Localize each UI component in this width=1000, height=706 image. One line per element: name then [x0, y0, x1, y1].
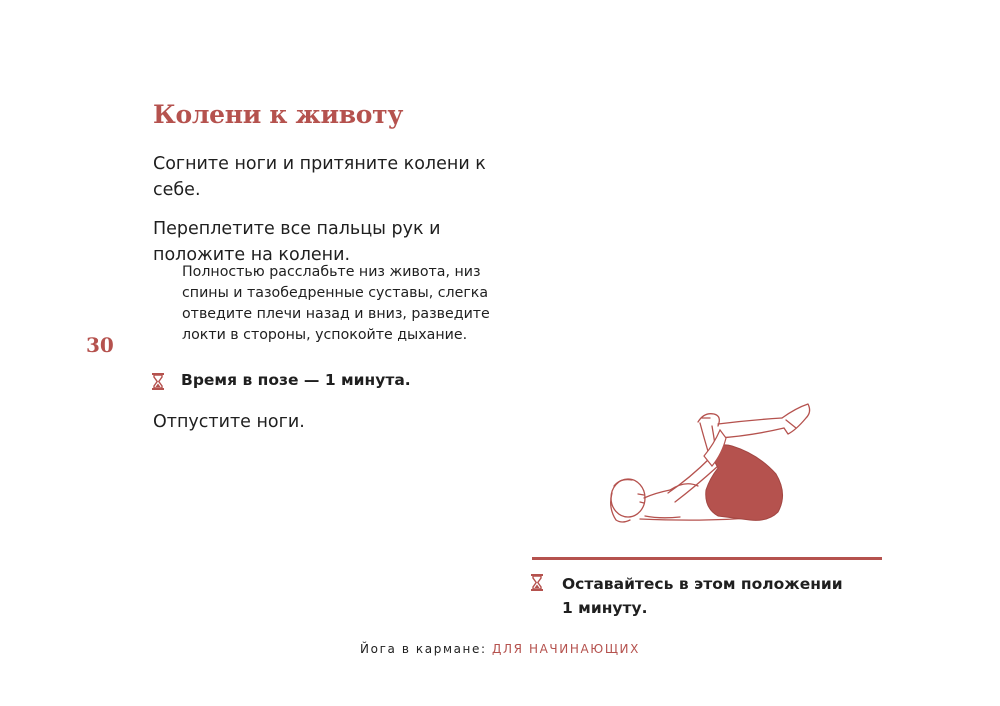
- page-title: Колени к животу: [153, 100, 404, 129]
- running-footer: [0, 642, 1000, 656]
- page-number: 30: [86, 333, 114, 357]
- callout-line-1: Оставайтесь в этом положении: [562, 575, 843, 593]
- instruction-3: Отпустите ноги.: [153, 412, 305, 432]
- hold-callout: [562, 572, 892, 620]
- instruction-1: [153, 151, 493, 203]
- hourglass-icon: [531, 574, 543, 591]
- hourglass-icon: [152, 373, 164, 390]
- footer-book-title: Йога в кармане:: [360, 642, 493, 656]
- callout-line-2: 1 минуту.: [562, 599, 648, 617]
- pose-illustration: [600, 398, 815, 528]
- instruction-2: [153, 216, 513, 268]
- callout-divider: [532, 557, 882, 560]
- relaxation-note: Полностью расслабьте низ живота, низ спины и тазобедренные суставы, слегка отведите плечи назад и вниз, разведите локти в стороны, успокойте дыхание.: [182, 264, 490, 343]
- time-in-pose: Время в позе — 1 минута.: [181, 371, 411, 389]
- instruction-2-text: Переплетите все пальцы рук и положите на колени.: [153, 219, 441, 265]
- instruction-1-text: Согните ноги и притяните колени к себе.: [153, 154, 486, 200]
- footer-series: ДЛЯ НАЧИНАЮЩИХ: [492, 642, 640, 656]
